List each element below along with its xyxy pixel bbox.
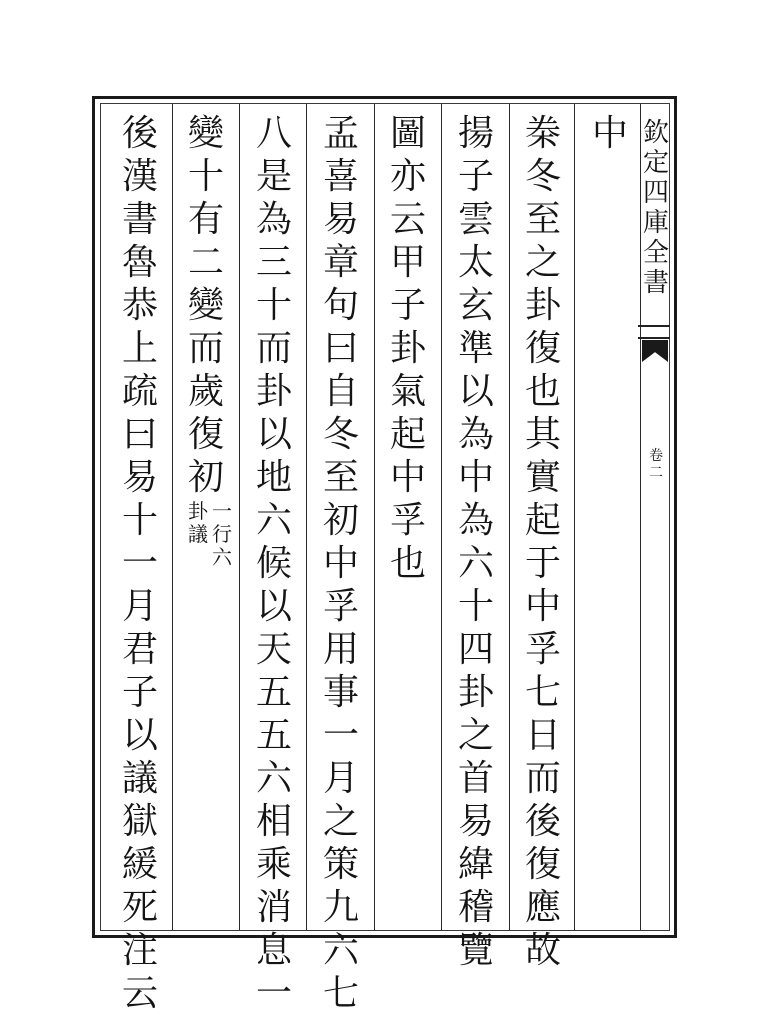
glyph: 策 [322,844,359,885]
column-rule [374,104,375,930]
glyph: 息 [255,930,292,971]
glyph: 是 [255,156,292,197]
glyph: 有 [187,199,224,240]
glyph: 欽 [642,118,669,148]
glyph: 曰 [322,328,359,369]
glyph: 四 [457,629,494,670]
glyph: 書 [121,199,158,240]
glyph: 冬 [524,156,561,197]
glyph: 雲 [457,199,494,240]
glyph: 中 [322,543,359,584]
glyph: 以 [255,414,292,455]
glyph: 歲 [187,371,224,412]
glyph: 月 [121,586,158,627]
glyph: 議 [188,522,208,546]
glyph: 之 [524,242,561,283]
text-column-3 [446,112,506,972]
text-column-4 [378,112,438,585]
glyph: 注 [121,930,158,971]
glyph: 死 [121,887,158,928]
glyph: 四 [642,178,669,208]
glyph: 卦 [524,285,561,326]
glyph: 日 [524,715,561,756]
glyph: 子 [389,285,426,326]
glyph: 以 [255,586,292,627]
glyph: 中 [524,586,561,627]
glyph: 孚 [524,629,561,670]
glyph: 中 [389,457,426,498]
glyph: 稽 [457,887,494,928]
glyph: 中 [457,457,494,498]
glyph: 之 [322,801,359,842]
glyph: 喜 [322,156,359,197]
glyph: 庫 [642,208,669,238]
glyph: 至 [524,199,561,240]
glyph: 復 [187,414,224,455]
glyph: 事 [322,672,359,713]
margin-separator [638,325,670,339]
glyph: 君 [121,629,158,670]
margin-volume-label [643,448,669,482]
glyph: 自 [322,371,359,412]
glyph: 一 [121,543,158,584]
glyph: 魯 [121,242,158,283]
glyph: 三 [255,242,292,283]
glyph: 圖 [389,113,426,154]
glyph: 為 [255,199,292,240]
glyph: 至 [322,457,359,498]
glyph: 六 [212,545,232,569]
glyph: 緯 [457,844,494,885]
glyph: 七 [524,672,561,713]
text-column-5 [311,112,371,1015]
glyph: 起 [389,414,426,455]
glyph: 卦 [389,328,426,369]
glyph: 復 [524,328,561,369]
column-rule [509,104,510,930]
glyph: 揚 [457,113,494,154]
glyph: 應 [524,887,561,928]
glyph: 氣 [389,371,426,412]
glyph: 易 [322,199,359,240]
glyph: 桊 [524,113,561,154]
glyph: 七 [322,973,359,1014]
glyph: 云 [389,199,426,240]
glyph: 之 [457,715,494,756]
glyph: 初 [187,457,224,498]
glyph: 十 [121,500,158,541]
glyph: 書 [642,268,669,298]
glyph: 易 [457,801,494,842]
glyph: 十 [187,156,224,197]
glyph: 候 [255,543,292,584]
glyph: 二 [187,242,224,283]
glyph: 卦 [457,672,494,713]
glyph: 玄 [457,285,494,326]
glyph: 子 [457,156,494,197]
glyph: 覽 [457,930,494,971]
glyph: 其 [524,414,561,455]
glyph: 以 [457,371,494,412]
glyph: 行 [212,522,232,546]
glyph: 九 [322,887,359,928]
glyph: 冬 [322,414,359,455]
glyph: 十 [255,285,292,326]
glyph: 準 [457,328,494,369]
glyph: 消 [255,887,292,928]
column-rule [306,104,307,930]
glyph: 上 [121,328,158,369]
glyph: 變 [187,113,224,154]
glyph: 孟 [322,113,359,154]
glyph: 定 [642,148,669,178]
glyph: 變 [187,285,224,326]
glyph: 全 [642,238,669,268]
glyph: 月 [322,758,359,799]
glyph: 後 [524,801,561,842]
glyph: 六 [255,758,292,799]
glyph: 緩 [121,844,158,885]
glyph: 卦 [188,499,208,523]
glyph: 地 [255,457,292,498]
glyph: 卦 [255,371,292,412]
glyph: 十 [457,586,494,627]
text-column-1 [580,112,640,155]
glyph: 乘 [255,844,292,885]
column-rule [172,104,173,930]
column-rule [574,104,575,930]
glyph: 而 [255,328,292,369]
glyph: 曰 [121,414,158,455]
column-rule [239,104,240,930]
glyph: 卷 [649,448,663,464]
glyph: 六 [322,930,359,971]
glyph: 六 [457,543,494,584]
glyph: 天 [255,629,292,670]
glyph: 以 [121,715,158,756]
glyph: 為 [457,500,494,541]
glyph: 子 [121,672,158,713]
glyph: 也 [389,543,426,584]
margin-book-title [641,118,671,298]
text-column-2 [513,112,573,972]
glyph: 云 [121,973,158,1014]
glyph: 五 [255,672,292,713]
glyph: 也 [524,371,561,412]
glyph: 故 [524,930,561,971]
glyph: 初 [322,500,359,541]
glyph: 起 [524,500,561,541]
glyph: 為 [457,414,494,455]
glyph: 一 [322,715,359,756]
glyph: 漢 [121,156,158,197]
glyph: 議 [121,758,158,799]
text-column-7 [176,112,236,499]
glyph: 亦 [389,156,426,197]
glyph: 五 [255,715,292,756]
text-column-8 [110,112,170,1015]
glyph: 恭 [121,285,158,326]
glyph: 孚 [322,586,359,627]
column-rule [441,104,442,930]
glyph: 八 [255,113,292,154]
glyph: 于 [524,543,561,584]
glyph: 獄 [121,801,158,842]
glyph: 章 [322,242,359,283]
glyph: 一 [255,973,292,1014]
glyph: 孚 [389,500,426,541]
glyph: 六 [255,500,292,541]
glyph: 甲 [389,242,426,283]
glyph: 太 [457,242,494,283]
glyph: 二 [649,465,663,481]
glyph: 中 [591,113,628,154]
glyph: 實 [524,457,561,498]
glyph: 而 [187,328,224,369]
glyph: 疏 [121,371,158,412]
glyph: 一 [212,499,232,523]
glyph: 首 [457,758,494,799]
annotation-left-line [186,500,210,546]
annotation-right-line [210,500,234,569]
glyph: 易 [121,457,158,498]
glyph: 句 [322,285,359,326]
text-column-6 [244,112,304,1015]
glyph: 後 [121,113,158,154]
glyph: 用 [322,629,359,670]
glyph: 相 [255,801,292,842]
glyph: 復 [524,844,561,885]
glyph: 而 [524,758,561,799]
